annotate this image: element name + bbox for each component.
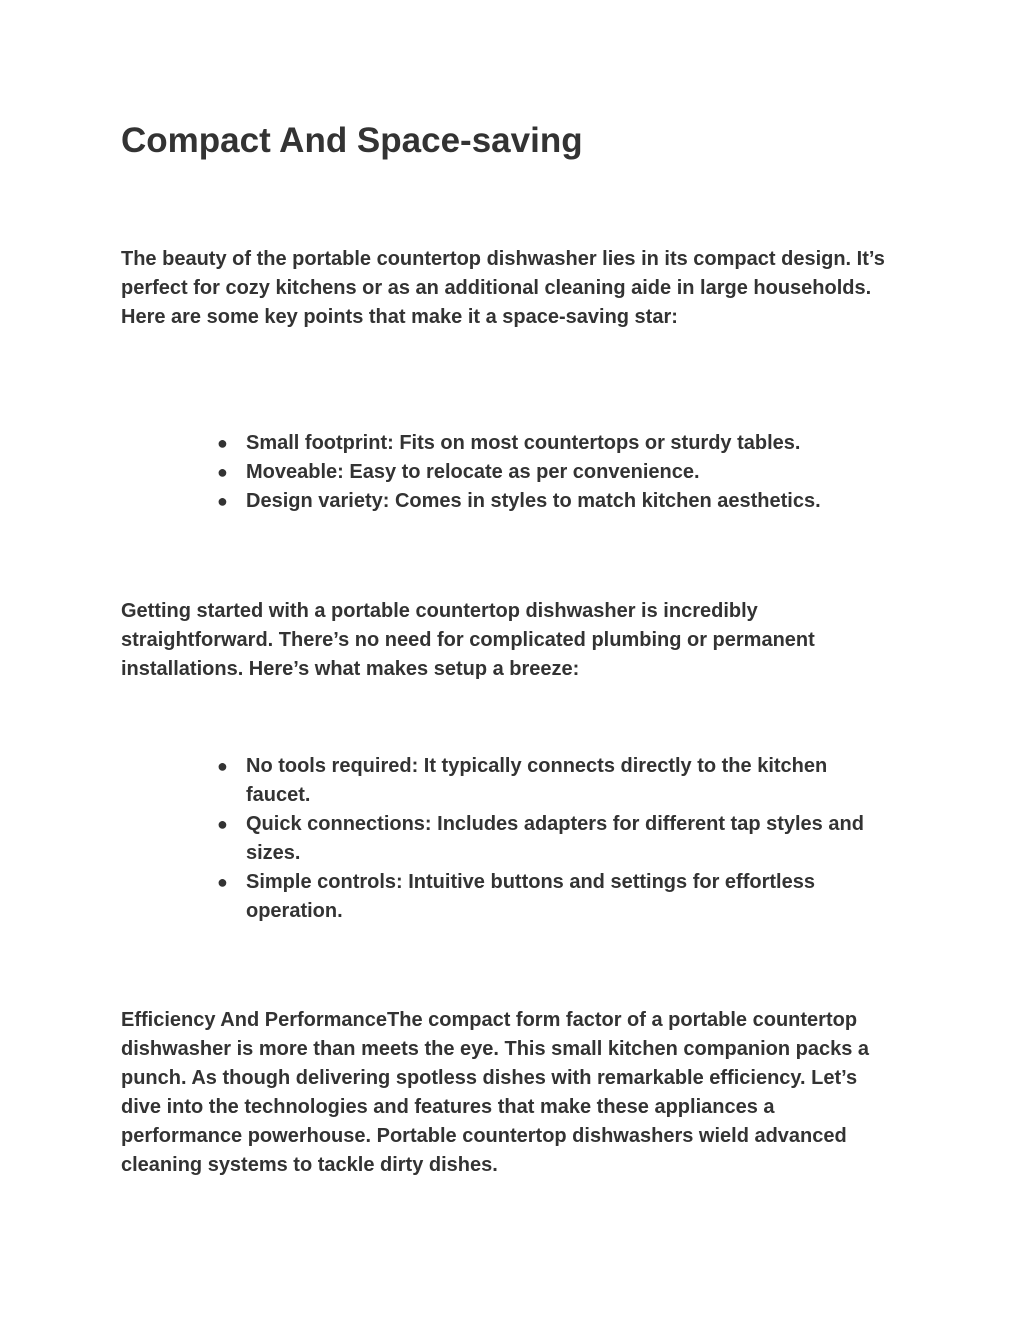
list-item xyxy=(217,752,887,810)
setup-list xyxy=(217,752,887,926)
space-saving-list xyxy=(217,429,887,516)
efficiency-paragraph: Efficiency And PerformanceThe compact form factor of a portable countertop dishwasher is more than meets the eye. This small kitchen companion packs a punch. As though delivering spotless dishes with remarkable efficiency. Let’s dive into the technologies and features that make these appliances a performance powerhouse. Portable countertop dishwashers wield advanced cleaning systems to tackle dirty dishes. xyxy=(121,1009,870,1176)
list-item-text: Design variety: Comes in styles to match kitchen aesthetics. xyxy=(246,490,821,512)
list-item xyxy=(217,429,887,458)
intro-paragraph: The beauty of the portable countertop dishwasher lies in its compact design. It’s perfect for cozy kitchens or as an additional cleaning aide in large households. Here are some key points that make it a space-saving star: xyxy=(121,248,885,328)
list-item xyxy=(217,868,887,926)
bullet-icon: ● xyxy=(217,872,228,892)
setup-paragraph: Getting started with a portable countertop dishwasher is incredibly straightforward. There’s no need for complicated plumbing or permanent installations. Here’s what makes setup a breeze: xyxy=(121,600,815,680)
page-title: Compact And Space-saving xyxy=(121,121,583,160)
bullet-icon: ● xyxy=(217,462,228,482)
list-item-text: Moveable: Easy to relocate as per convenience. xyxy=(246,461,700,483)
list-item xyxy=(217,487,887,516)
list-item xyxy=(217,810,887,868)
bullet-icon: ● xyxy=(217,756,228,776)
bullet-icon: ● xyxy=(217,491,228,511)
list-item-text: Quick connections: Includes adapters for different tap styles and sizes. xyxy=(246,813,864,864)
bullet-icon: ● xyxy=(217,433,228,453)
list-item-text: Simple controls: Intuitive buttons and settings for effortless operation. xyxy=(246,871,815,922)
list-item-text: No tools required: It typically connects directly to the kitchen faucet. xyxy=(246,755,828,806)
bullet-icon: ● xyxy=(217,814,228,834)
list-item-text: Small footprint: Fits on most countertops or sturdy tables. xyxy=(246,432,801,454)
list-item xyxy=(217,458,887,487)
